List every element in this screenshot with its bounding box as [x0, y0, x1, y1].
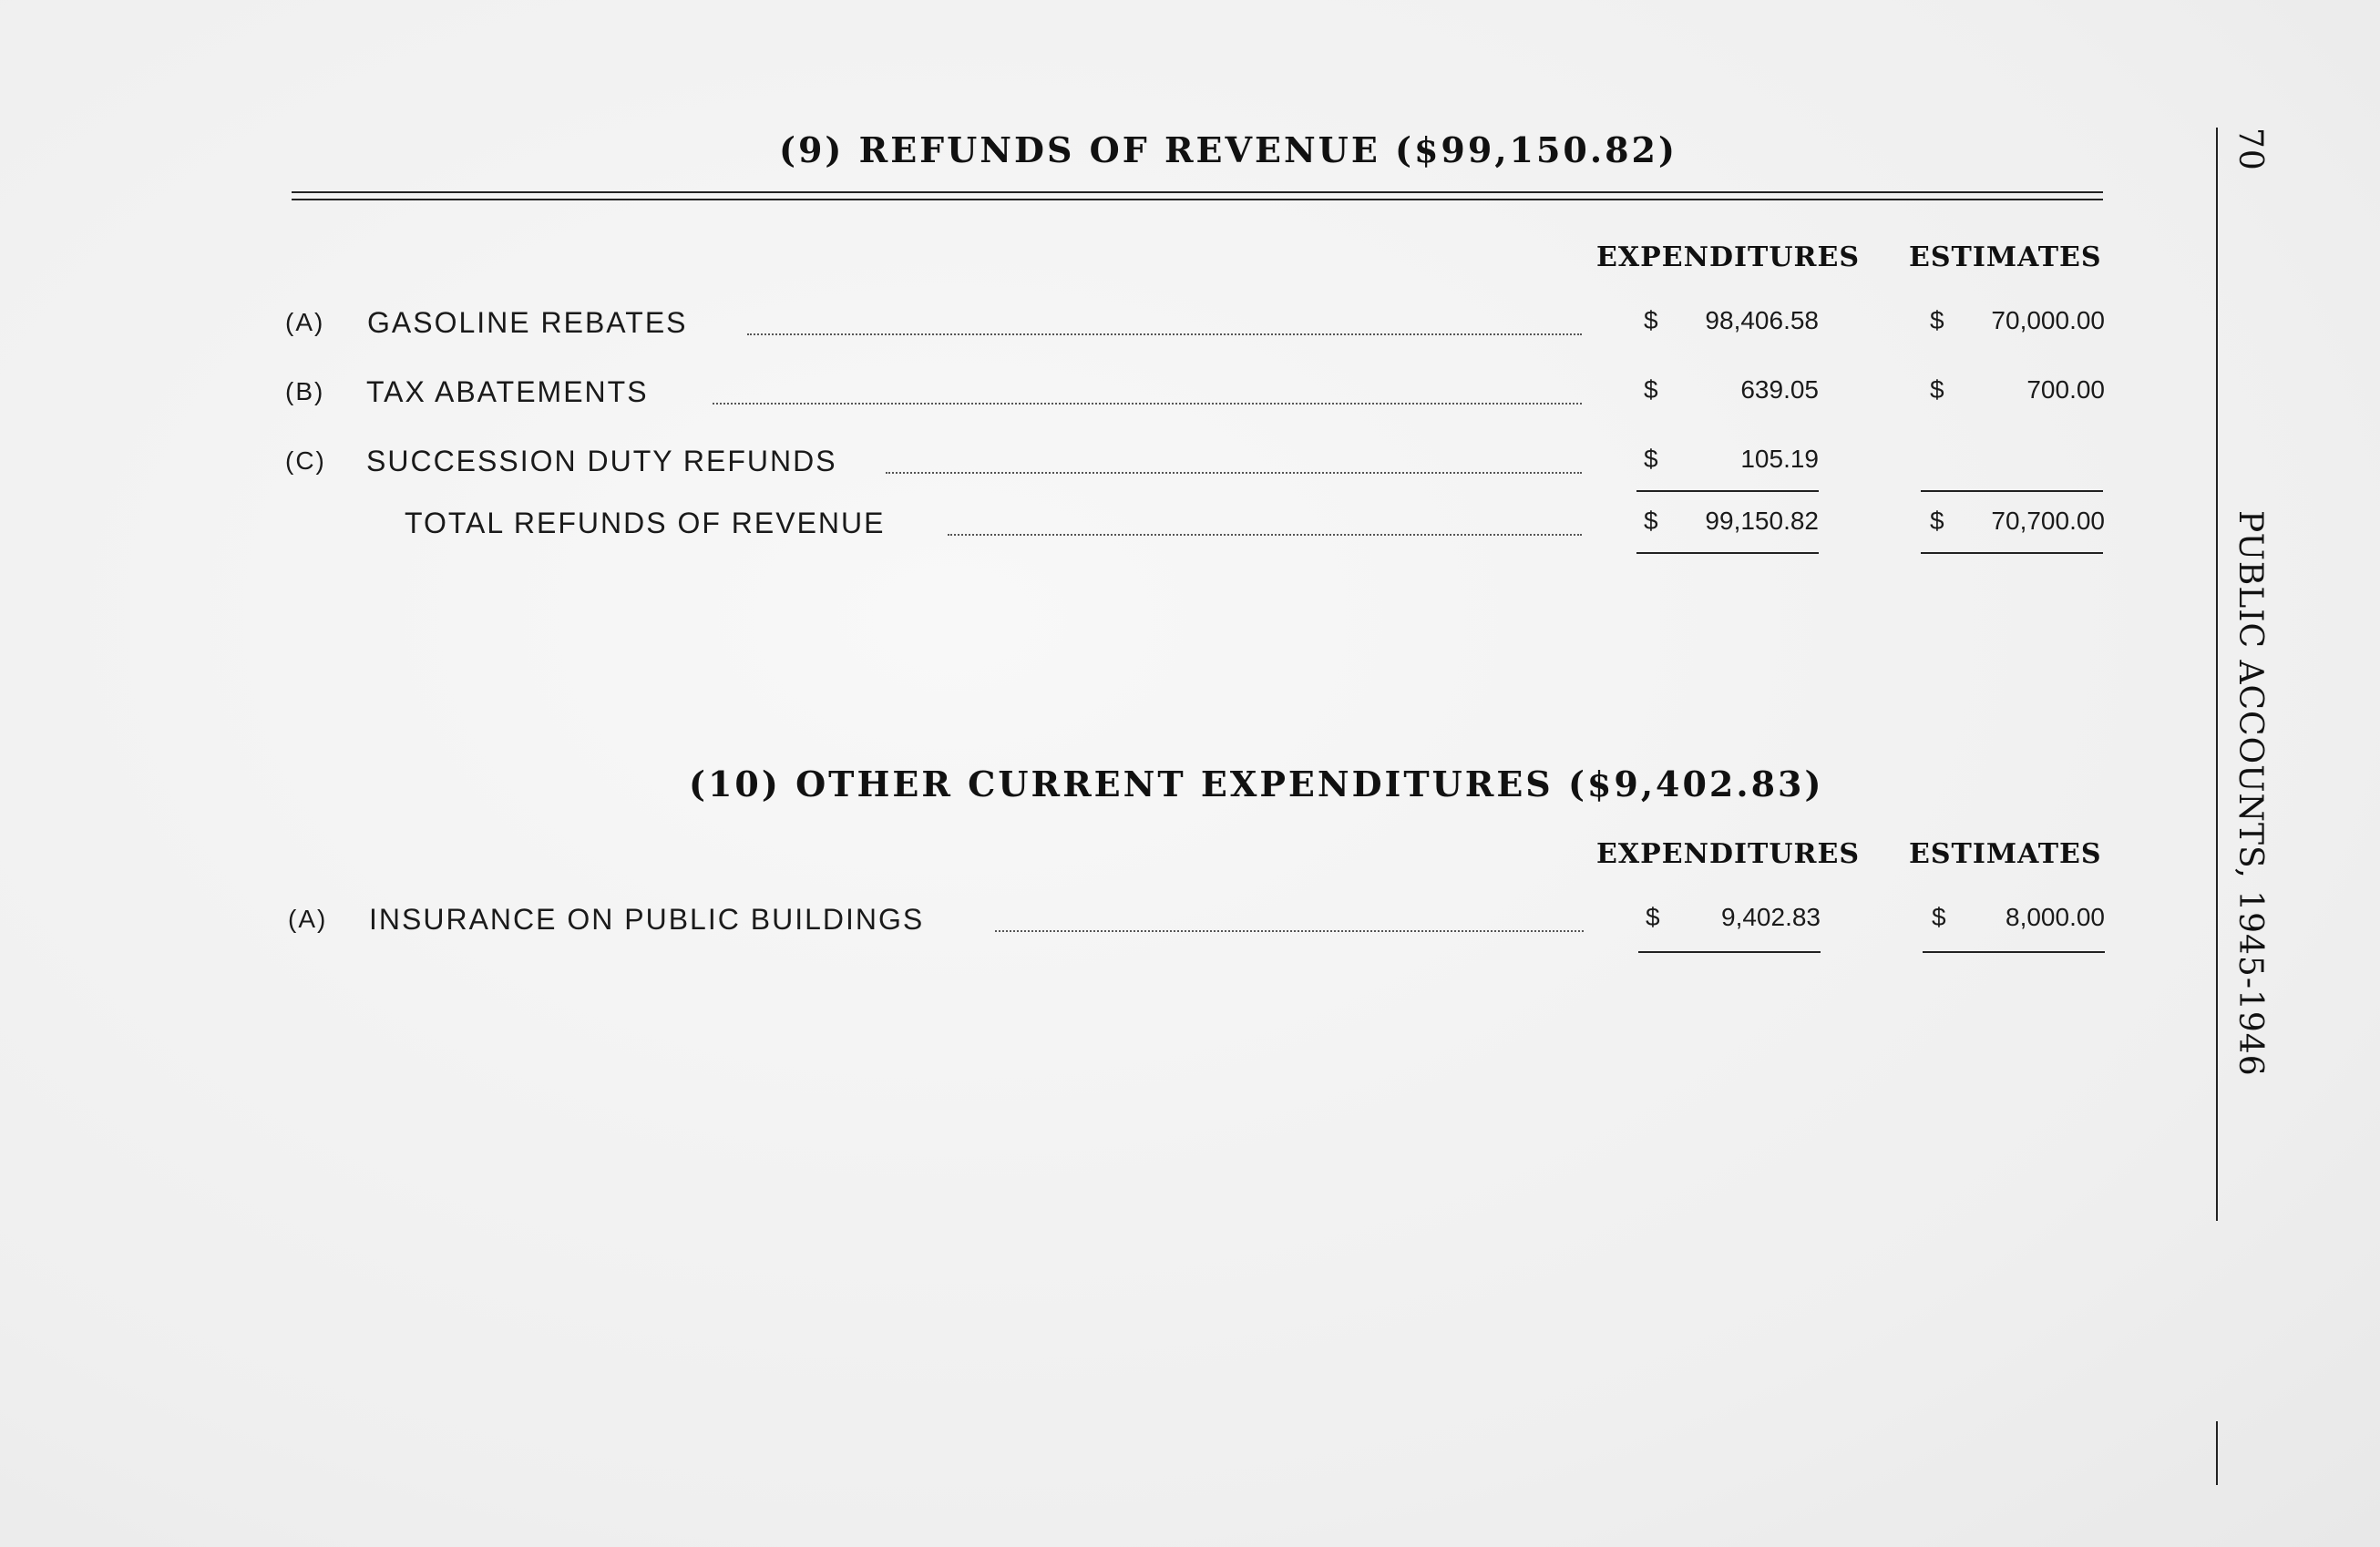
section-9-col-estimates: ESTIMATES: [1909, 241, 2102, 273]
exp-dollar-sign: $: [1644, 445, 1658, 473]
row-letter: (A): [288, 905, 328, 933]
exp-amount: 98,406.58: [1705, 306, 1819, 334]
row-label: INSURANCE ON PUBLIC BUILDINGS: [369, 903, 925, 936]
exp-amount: 105.19: [1740, 445, 1819, 473]
exp-dollar-sign: $: [1646, 903, 1660, 931]
exp-dollar-sign: $: [1644, 375, 1658, 404]
section-9-rule-top: [292, 191, 2103, 193]
section-9-rule-bottom: [292, 199, 2103, 200]
est-amount: 700.00: [2026, 375, 2105, 404]
total-est-amount: 70,700.00: [1991, 507, 2105, 535]
running-header: PUBLIC ACCOUNTS, 1945-1946: [2231, 510, 2269, 1077]
dot-leader: [713, 403, 1582, 405]
exp-amount: 639.05: [1740, 375, 1819, 404]
exp-final-rule: [1638, 951, 1821, 953]
dot-leader: [948, 534, 1582, 536]
section-9-title: (9) REFUNDS OF REVENUE ($99,150.82): [779, 129, 1677, 170]
exp-subtotal-rule: [1636, 490, 1819, 492]
est-final-rule: [1923, 951, 2105, 953]
side-rule-bottom: [2216, 1421, 2218, 1485]
section-9-row-c: [0, 445, 2187, 481]
total-label: TOTAL REFUNDS OF REVENUE: [405, 507, 886, 539]
est-total-rule: [1921, 552, 2103, 554]
row-letter: (C): [285, 446, 326, 475]
total-exp-amount: 99,150.82: [1705, 507, 1819, 535]
exp-amount: 9,402.83: [1721, 903, 1821, 931]
exp-dollar-sign: $: [1644, 306, 1658, 334]
exp-dollar-sign: $: [1644, 507, 1658, 535]
section-9-row-b: [0, 375, 2187, 412]
section-9-total-row: [0, 507, 2187, 543]
est-dollar-sign: $: [1930, 375, 1944, 404]
exp-total-rule: [1636, 552, 1819, 554]
section-10-title: (10) OTHER CURRENT EXPENDITURES ($9,402.83): [689, 763, 1824, 804]
est-dollar-sign: $: [1932, 903, 1946, 931]
dot-leader: [995, 930, 1584, 932]
section-10-col-expenditures: EXPENDITURES: [1596, 838, 1860, 870]
row-label: TAX ABATEMENTS: [366, 375, 649, 408]
est-amount: 8,000.00: [2006, 903, 2105, 931]
row-letter: (B): [285, 377, 325, 405]
side-rule-top: [2216, 128, 2218, 1221]
row-letter: (A): [285, 308, 325, 336]
section-10-row-a: [0, 903, 2187, 939]
section-9-col-expenditures: EXPENDITURES: [1596, 241, 1860, 273]
section-10-col-estimates: ESTIMATES: [1909, 838, 2102, 870]
section-9-row-a: [0, 306, 2187, 343]
est-dollar-sign: $: [1930, 306, 1944, 334]
dot-leader: [886, 472, 1582, 474]
row-label: SUCCESSION DUTY REFUNDS: [366, 445, 837, 477]
dot-leader: [747, 333, 1582, 335]
est-amount: 70,000.00: [1991, 306, 2105, 334]
est-subtotal-rule: [1921, 490, 2103, 492]
est-dollar-sign: $: [1930, 507, 1944, 535]
row-label: GASOLINE REBATES: [367, 306, 688, 339]
page-number: 70: [2231, 128, 2269, 171]
